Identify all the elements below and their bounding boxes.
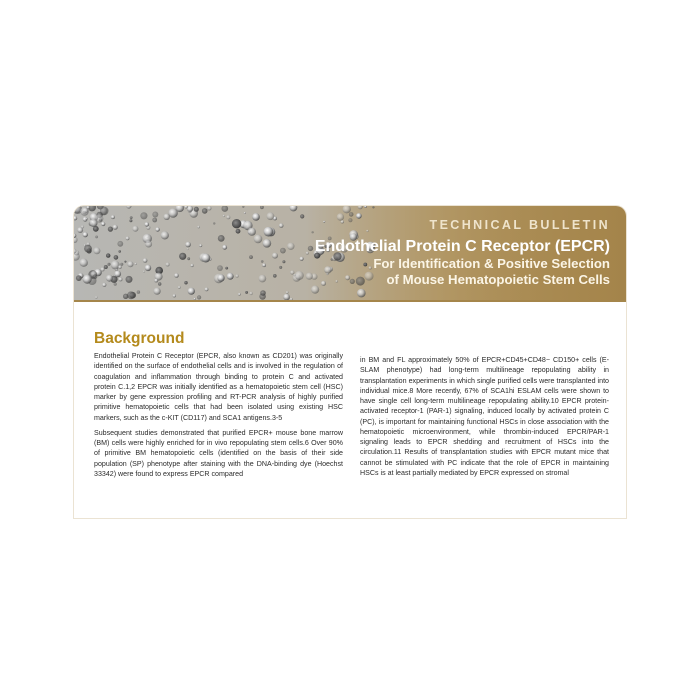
cell-speck [261, 260, 264, 263]
cell-speck [349, 212, 354, 217]
cell-speck [287, 243, 294, 250]
cell-speck [80, 207, 89, 216]
bulletin-label: TECHNICAL BULLETIN [429, 218, 610, 232]
cell-speck [152, 212, 158, 218]
cell-speck [290, 270, 294, 274]
cell-speck [249, 255, 253, 259]
bulletin-subtitle-line-2: of Mouse Hematopoietic Stem Cells [386, 272, 610, 287]
cell-speck [194, 207, 199, 212]
cell-speck [306, 273, 313, 280]
technical-bulletin-document [74, 206, 626, 518]
cell-speck [114, 283, 117, 286]
cell-speck [161, 231, 169, 239]
cell-speck [155, 227, 159, 231]
bulletin-subtitle-line-1: For Identification & Positive Selection [373, 256, 610, 271]
cell-speck [101, 222, 105, 226]
cell-speck [111, 215, 115, 219]
cell-speck [252, 213, 260, 221]
cell-speck [197, 295, 201, 299]
cell-speck [123, 294, 128, 299]
cell-speck [93, 274, 98, 279]
cell-speck [249, 292, 252, 295]
cell-speck [222, 245, 227, 250]
banner-text-block [315, 218, 610, 288]
cell-speck [135, 263, 137, 265]
cell-speck [118, 265, 122, 269]
cell-speck [114, 271, 121, 278]
cell-speck [106, 275, 113, 282]
cell-speck [111, 261, 120, 270]
section-heading-background: Background [94, 330, 185, 347]
cell-speck [102, 283, 106, 287]
cell-speck [80, 259, 88, 267]
cell-speck [293, 274, 295, 276]
cell-speck [357, 289, 366, 298]
cell-speck [280, 248, 286, 254]
cell-speck [143, 258, 148, 263]
cell-speck [262, 263, 266, 267]
cell-speck [140, 212, 147, 219]
cell-speck [197, 226, 200, 229]
cell-speck [273, 274, 277, 278]
cell-speck [164, 214, 170, 220]
cell-speck [108, 263, 111, 266]
cell-speck [154, 279, 158, 283]
cell-speck [272, 253, 278, 259]
cell-speck [100, 207, 109, 216]
cell-speck [114, 255, 119, 260]
cell-speck [295, 271, 304, 280]
cell-speck [154, 288, 161, 295]
cell-speck [267, 212, 275, 220]
cell-speck [104, 265, 108, 269]
cell-speck [306, 252, 309, 255]
cell-speck [226, 215, 230, 219]
cell-speck [129, 219, 132, 222]
cell-speck [201, 254, 210, 263]
cell-speck [127, 291, 135, 299]
cell-speck [199, 244, 202, 247]
cell-speck [145, 265, 151, 271]
cell-speck [118, 250, 121, 253]
cell-speck [225, 267, 228, 270]
cell-speck [191, 264, 194, 267]
cell-speck [145, 222, 150, 227]
cell-speck [217, 274, 224, 281]
cell-speck [232, 219, 241, 228]
cell-speck [260, 290, 266, 296]
cell-speck [263, 239, 272, 248]
cell-speck [95, 236, 98, 239]
body-column-right [360, 355, 609, 483]
cell-speck [137, 290, 140, 293]
cell-speck [145, 241, 152, 248]
cell-speck [90, 219, 98, 227]
cell-speck [81, 225, 84, 228]
bulletin-title: Endothelial Protein C Receptor (EPCR) [314, 238, 610, 255]
cell-speck [312, 231, 314, 233]
cell-speck [126, 276, 133, 283]
cell-speck [282, 260, 285, 263]
cell-speck [152, 218, 157, 223]
cell-speck [124, 261, 126, 263]
cell-speck [130, 216, 133, 219]
cell-speck [76, 275, 82, 281]
cell-speck [173, 294, 176, 297]
cell-speck [207, 206, 211, 210]
cell-speck [248, 228, 256, 236]
paragraph-eslam-results: in BM and FL approximately 50% of EPCR+CD45+CD48− CD150+ cells (E-SLAM phenotype) had long-term multilineage repopulating ability in transplantation experiments in which single purified cells were transplanted into individual mice.8 More recently, 67% of SCA1hi ESLAM cells were shown to have single cell long-term multilineage repopulating ability.10 EPCR protein-activated receptor-1 (PAR-1) signaling, induced locally by activated protein C (PC), is important for maintaining functional HSCs in close association with the hematopoietic microenvironment, while thrombin-induced EPCR/PAR-1 signaling leads to EPCR shedding and recruitment of HSCs into the circulation.11 Results of transplantation studies with EPCR mutant mice that cannot be stimulated with PC indicate that the role of EPCR in maintaining HSCs is at least partially mediated by EPCR expressed on stromal [360, 356, 609, 477]
cell-speck [108, 227, 113, 232]
cell-speck [279, 266, 282, 269]
cell-speck [174, 273, 179, 278]
cell-speck [213, 222, 215, 224]
cell-speck [236, 229, 241, 234]
cell-speck [202, 208, 208, 214]
cell-speck [259, 275, 267, 283]
banner-divider [74, 300, 626, 302]
cell-speck [120, 263, 123, 266]
cell-speck [238, 293, 241, 296]
cell-speck [185, 242, 191, 248]
cell-speck [245, 291, 248, 294]
cell-speck [279, 223, 284, 228]
cell-speck [132, 226, 138, 232]
body-column-left [94, 351, 343, 484]
cell-speck [117, 241, 123, 247]
cell-speck [300, 214, 304, 218]
cell-speck [184, 281, 187, 284]
cell-speck [178, 286, 181, 289]
cell-speck [205, 288, 209, 292]
cell-speck [126, 237, 130, 241]
cell-speck [223, 215, 225, 217]
cell-speck [235, 274, 238, 277]
cell-speck [227, 273, 234, 280]
cell-speck [188, 288, 195, 295]
bulletin-banner [74, 206, 626, 300]
cell-speck [95, 296, 98, 299]
cell-speck [127, 261, 133, 267]
cell-speck [85, 218, 87, 220]
cell-speck [113, 225, 118, 230]
cell-speck [217, 265, 223, 271]
cell-speck [158, 282, 161, 285]
cell-speck [308, 246, 313, 251]
paragraph-intro: Endothelial Protein C Receptor (EPCR, also known as CD201) was originally identified on the surface of endothelial cells and is involved in the regulation of coagulation and inflammation through binding to protein C and activated protein C.1,2 EPCR was initially identified as a hematopoietic stem cell (HSC) marker by gene expression profiling and RT-PCR analysis of highly purified primitive hematopoietic cells that had been isolated using existing HSC markers, such as the c-KIT (CD117) and SCA1 antigens.3-5 [94, 352, 343, 422]
cell-speck [187, 257, 190, 260]
cell-speck [84, 244, 86, 246]
cell-speck [254, 235, 263, 244]
cell-speck [372, 206, 374, 208]
cell-speck [83, 275, 92, 284]
cell-speck [179, 253, 186, 260]
cell-speck [187, 248, 189, 250]
cell-speck [286, 291, 289, 294]
cell-speck [264, 227, 274, 237]
cell-speck [93, 247, 100, 254]
cell-speck [143, 270, 145, 272]
cell-speck [119, 277, 123, 281]
paragraph-subsequent-studies: Subsequent studies demonstrated that purified EPCR+ mouse bone marrow (BM) cells were highly enriched for in vivo repopulating stem cells.6 Over 90% of primitive BM hematopoietic cells (identified on the basis of their side population (SP) phenotype after staining with the DNA-binding dye (Hoechst 33342) were found to express EPCR compared [94, 428, 343, 478]
cell-speck [83, 232, 88, 237]
cell-speck [218, 235, 225, 242]
cell-speck [244, 212, 246, 214]
cell-speck [166, 263, 170, 267]
cell-speck [106, 253, 110, 257]
cell-speck [300, 257, 304, 261]
